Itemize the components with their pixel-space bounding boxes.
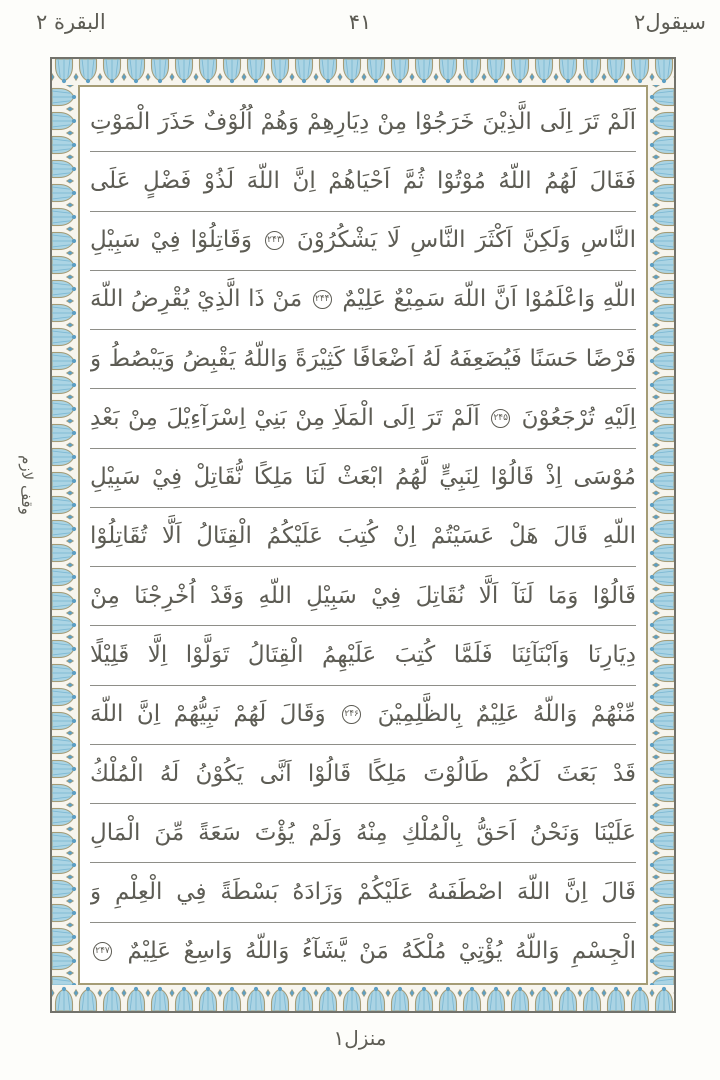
quran-line: الْجِسْمِ وَاللّهُ يُؤْتِيْ مُلْكَهُ مَنْ يَّشَآءُ وَاللّهُ وَاسِعٌ عَلِيْمٌ ۲۴۷	[90, 923, 636, 981]
quran-line: اللّهِ قَالَ هَلْ عَسَيْتُمْ اِنْ كُتِبَ عَلَيْكُمُ الْقِتَالُ اَلَّا تُقَاتِلُوْا	[90, 508, 636, 567]
quran-line: مِّنْهُمْ وَاللّهُ عَلِيْمٌ بِالظَّلِمِيْنَ ۲۴۶ وَقَالَ لَهُمْ نَبِيُّهُمْ اِنَّ اللّهَ	[90, 686, 636, 745]
border-right-strip	[648, 85, 674, 985]
border-top-strip	[52, 59, 674, 85]
waqf-margin-note: وقف لازم	[18, 455, 36, 515]
verse-marker: ۲۴۶	[342, 705, 361, 724]
border-left-strip	[52, 85, 78, 985]
quran-line: عَلَيْنَا وَنَحْنُ اَحَقُّ بِالْمُلْكِ مِنْهُ وَلَمْ يُؤْتَ سَعَةً مِّنَ الْمَالِ	[90, 804, 636, 863]
quran-line: قَدْ بَعَثَ لَكُمْ طَالُوْتَ مَلِكًا قَالُوْا اَنَّى يَكُوْنُ لَهُ الْمُلْكُ	[90, 745, 636, 804]
quran-line: فَقَالَ لَهُمُ اللّهُ مُوْتُوْا ثُمَّ اَحْيَاهُمْ اِنَّ اللّهَ لَذُوْ فَضْلٍ عَلَى	[90, 152, 636, 211]
quran-line: قَرْضًا حَسَنًا فَيُضَعِفَهُ لَهُ اَضْعَافًا كَثِيْرَةً وَاللّهُ يَقْبِضُ وَيَبْصُطُ وَ	[90, 330, 636, 389]
quran-line: مُوْسَى اِذْ قَالُوْا لِنَبِيٍّ لَّهُمُ ابْعَثْ لَنَا مَلِكًا نُّقَاتِلْ فِيْ سَبِيْلِ	[90, 449, 636, 508]
quran-line: اللّهِ وَاعْلَمُوْا اَنَّ اللّهَ سَمِيْعٌ عَلِيْمٌ ۲۴۴ مَنْ ذَا الَّذِيْ يُقْرِضُ اللّهَ	[90, 271, 636, 330]
verse-marker: ۲۴۷	[93, 942, 112, 961]
quran-line: النَّاسِ وَلَكِنَّ اَكْثَرَ النَّاسِ لَا يَشْكُرُوْنَ ۲۴۳ وَقَاتِلُوْا فِيْ سَبِيْلِ	[90, 212, 636, 271]
border-bottom-strip	[52, 985, 674, 1011]
verse-marker: ۲۴۴	[313, 290, 332, 309]
quran-line: اِلَيْهِ تُرْجَعُوْنَ ۲۴۵ اَلَمْ تَرَ اِلَى الْمَلَاِ مِنْ بَنِيْ اِسْرَآءِيْلَ مِنْ بَعْدِ	[90, 389, 636, 448]
verse-marker: ۲۴۵	[491, 409, 510, 428]
decorative-frame	[50, 57, 676, 1013]
manzil-label: منزل١	[333, 1026, 387, 1050]
quran-line: دِيَارِنَا وَاَبْنَآئِنَا فَلَمَّا كُتِبَ عَلَيْهِمُ الْقِتَالُ تَوَلَّوْا اِلَّا قَلِيْلًا	[90, 626, 636, 685]
header-page-number: ۴١	[348, 10, 372, 34]
quran-line: قَالُوْا وَمَا لَنَآ اَلَّا نُقَاتِلَ فِيْ سَبِيْلِ اللّهِ وَقَدْ اُخْرِجْنَا مِنْ	[90, 567, 636, 626]
header-juz-name: سيقول٢	[634, 10, 706, 34]
quran-line: اَلَمْ تَرَ اِلَى الَّذِيْنَ خَرَجُوْا مِنْ دِيَارِهِمْ وَهُمْ اُلُوْفٌ حَذَرَ الْمَوْتِ	[90, 93, 636, 152]
text-panel	[90, 93, 636, 981]
header-surah-name: البقرة ٢	[36, 10, 106, 34]
quran-line: قَالَ اِنَّ اللّهَ اصْطَفَىهُ عَلَيْكُمْ وَزَادَهُ بَسْطَةً فِي الْعِلْمِ وَ	[90, 863, 636, 922]
verse-marker: ۲۴۳	[265, 231, 284, 250]
